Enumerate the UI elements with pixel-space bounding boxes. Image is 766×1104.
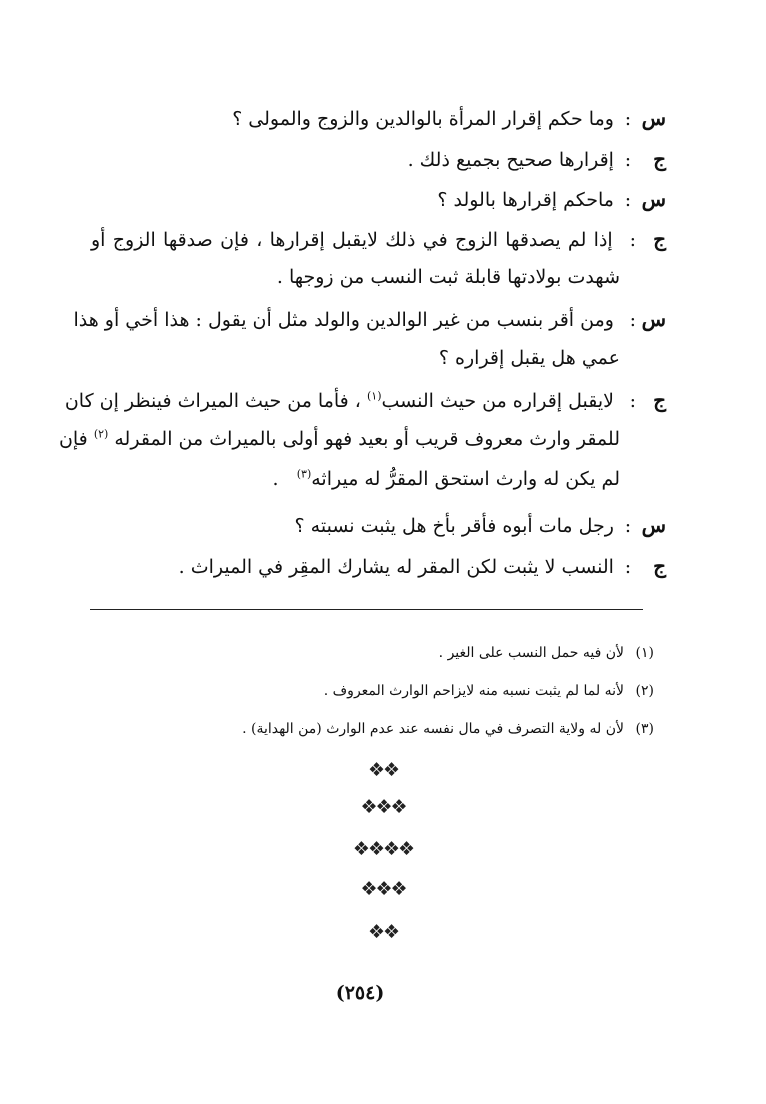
ornament-row: ❖❖ <box>367 759 399 781</box>
answer-marker: ج <box>653 388 666 412</box>
footnote <box>94 681 654 701</box>
question-line <box>86 512 666 539</box>
page-number: (٢٥٤) <box>335 982 385 1004</box>
answer-continuation <box>91 264 666 290</box>
answer-text: فإن <box>58 428 88 450</box>
footnote-number: (١) <box>635 645 654 661</box>
question-marker: س <box>641 106 666 130</box>
footnote-text: لأنه لما لم يثبت نسبه منه لايزاحم الوارث المعروف . <box>323 683 624 699</box>
footnote-ref[interactable]: (٢) <box>93 427 109 441</box>
separator-colon: : <box>624 108 632 130</box>
answer-text: لايقبل إقراره من حيث النسب <box>381 390 614 412</box>
separator-colon: : <box>629 229 636 251</box>
question-line <box>73 306 666 333</box>
footnote-number: (٣) <box>635 721 654 737</box>
answer-marker: ج <box>653 147 666 171</box>
footnote-ref[interactable]: (٣) <box>296 467 312 481</box>
footnote-text: لأن له ولاية التصرف في مال نفسه عند عدم الوارث (من الهداية) . <box>242 721 624 737</box>
question-marker: س <box>641 307 666 331</box>
answer-marker: ج <box>653 227 666 251</box>
question-text: ماحكم إقرارها بالولد ؟ <box>437 189 614 211</box>
question-text: عمي هل يقبل إقراره ؟ <box>438 347 620 369</box>
separator-colon: : <box>624 149 632 171</box>
answer-continuation <box>91 466 666 492</box>
question-continuation <box>91 345 666 371</box>
answer-continuation <box>58 426 666 452</box>
question-text: ومن أقر بنسب من غير الوالدين والولد مثل أن يقول : هذا أخي أو هذا <box>73 309 614 331</box>
question-marker: س <box>641 513 666 537</box>
question-text: وما حكم إقرار المرأة بالوالدين والزوج والمولى ؟ <box>232 108 614 130</box>
answer-line <box>86 146 666 173</box>
footnote-ref[interactable]: (١) <box>366 389 382 403</box>
separator-colon: : <box>624 556 632 578</box>
ornament-row: ❖❖❖❖ <box>352 838 414 860</box>
footnote-separator <box>90 609 643 610</box>
footnote <box>94 719 654 739</box>
separator-colon: : <box>624 189 632 211</box>
answer-line <box>91 226 666 253</box>
separator-colon: : <box>624 515 632 537</box>
answer-text: شهدت بولادتها قابلة ثبت النسب من زوجها . <box>276 266 620 288</box>
answer-marker: ج <box>653 554 666 578</box>
answer-text: النسب لا يثبت لكن المقر له يشارك المقِر في الميراث . <box>178 556 614 578</box>
question-marker: س <box>641 187 666 211</box>
question-text: رجل مات أبوه فأقر بأخ هل يثبت نسبته ؟ <box>294 515 614 537</box>
answer-text: لم يكن له وارث استحق المقرُّ له ميراثه <box>311 468 620 490</box>
answer-text: إذا لم يصدقها الزوج في ذلك لايقبل إقرارها ، فإن صدقها الزوج أو <box>91 229 613 251</box>
ornament-row: ❖❖❖ <box>360 878 406 900</box>
answer-text: إقرارها صحيح بجميع ذلك . <box>407 149 614 171</box>
separator-colon: : <box>629 309 636 331</box>
footnote <box>94 643 654 663</box>
separator-colon: : <box>629 390 636 412</box>
answer-line <box>86 553 666 580</box>
question-line <box>86 105 666 132</box>
footnote-number: (٢) <box>635 683 654 699</box>
footnote-text: لأن فيه حمل النسب على الغير . <box>438 645 624 661</box>
ornament-row: ❖❖ <box>367 921 399 943</box>
answer-line <box>64 387 666 414</box>
answer-text: ، فأما من حيث الميراث فينظر إن كان <box>64 390 361 412</box>
answer-text: للمقر وارث معروف قريب أو بعيد فهو أولى بالميراث من المقرله <box>114 428 620 450</box>
ornament-row: ❖❖❖ <box>360 796 406 818</box>
answer-text: . <box>272 468 279 490</box>
question-line <box>86 186 666 213</box>
